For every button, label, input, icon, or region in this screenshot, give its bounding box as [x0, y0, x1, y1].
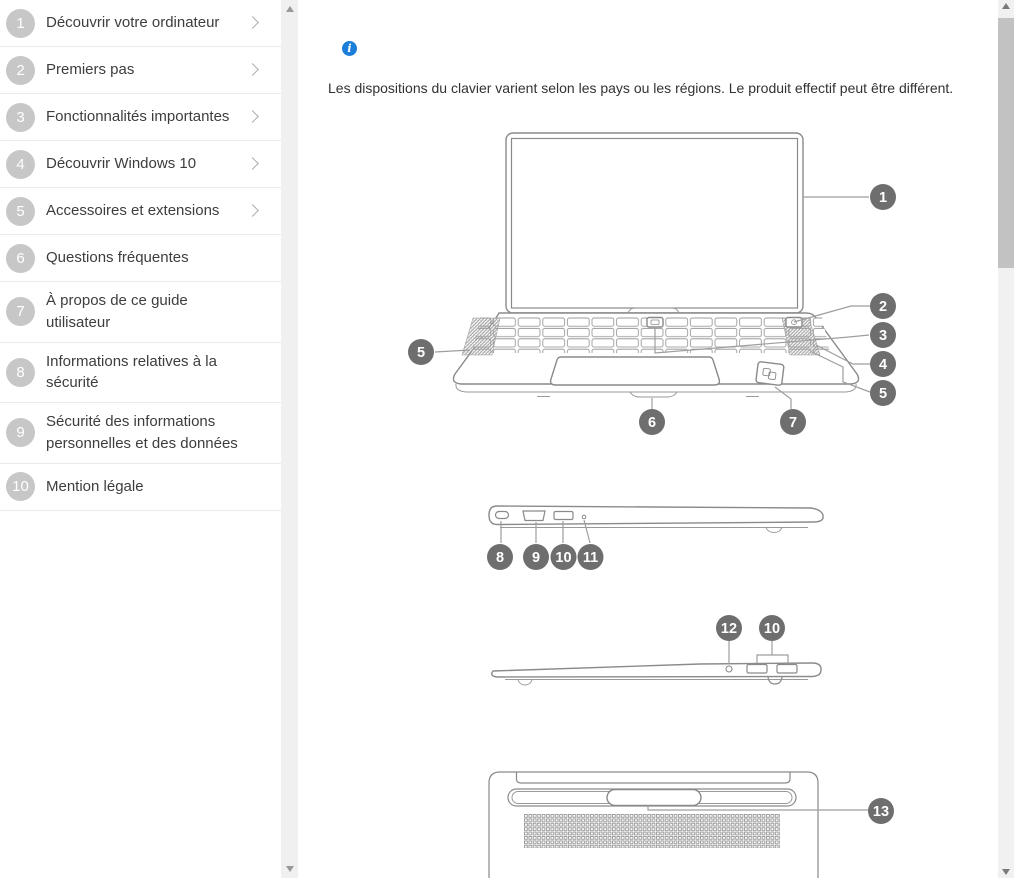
laptop-diagrams: [298, 100, 998, 878]
touchpad: [551, 357, 720, 385]
svg-text:5: 5: [878, 386, 888, 402]
sidebar-nav: [0, 0, 281, 878]
scroll-up-arrow-icon[interactable]: [286, 6, 294, 12]
camera-key: [647, 318, 663, 328]
sidebar-item-label: Découvrir votre ordinateur: [46, 14, 220, 32]
sidebar-item-label: Questions fréquentes: [46, 249, 189, 267]
chevron-right-icon: [246, 110, 259, 123]
sidebar-item-premiers-pas[interactable]: [0, 47, 281, 94]
front-foot: [518, 680, 532, 685]
callout-screen: [870, 184, 896, 210]
item-number-badge: 3: [6, 103, 35, 132]
item-number-badge: 6: [6, 244, 35, 273]
sidebar-item-decouvrir-windows-10[interactable]: [0, 141, 281, 188]
callout-indicator: [578, 544, 604, 570]
svg-text:4: 4: [878, 357, 888, 373]
scrollbar-thumb[interactable]: [998, 18, 1014, 268]
sidebar-item-label: À propos de ce guide utilisateur: [46, 292, 188, 331]
sidebar-item-decouvrir-votre-ordinateur[interactable]: [0, 0, 281, 47]
svg-text:12: 12: [720, 621, 738, 637]
callout-usb: [551, 544, 577, 570]
laptop-right-side-view: [492, 615, 821, 685]
note-text: Les dispositions du clavier varient selon les pays ou les régions. Le produit effectif peut être différent.: [328, 80, 954, 96]
item-number-badge: 7: [6, 297, 35, 326]
item-number-badge: 8: [6, 358, 35, 387]
info-icon: i: [342, 41, 357, 56]
callout-touchpad: [639, 409, 665, 435]
chevron-right-icon: [246, 16, 259, 29]
item-number-badge: 1: [6, 9, 35, 38]
hinge-cover: [517, 772, 791, 783]
item-number-badge: 5: [6, 197, 35, 226]
item-number-badge: 4: [6, 150, 35, 179]
chevron-right-icon: [246, 157, 259, 170]
sidebar-item-label: Informations relatives à la sécurité: [46, 352, 217, 392]
content-area: [298, 0, 998, 878]
sidebar-item-mention-legale[interactable]: [0, 464, 281, 511]
callout-keyboard: [870, 351, 896, 377]
svg-text:11: 11: [582, 550, 599, 566]
sidebar-item-label: Découvrir Windows 10: [46, 155, 197, 173]
laptop-bottom-view: [489, 772, 894, 878]
svg-text:7: 7: [788, 415, 798, 431]
speaker-mesh: [524, 814, 780, 848]
sidebar-item-securite-donnees[interactable]: [0, 403, 281, 464]
chevron-right-icon: [246, 204, 259, 217]
sidebar-item-accessoires-et-extensions[interactable]: [0, 188, 281, 235]
chevron-right-icon: [246, 63, 259, 76]
callout-camera-key: [870, 322, 896, 348]
hinge-foot-notch: [768, 677, 782, 684]
laptop-front-view: [408, 133, 896, 435]
open-notch: [630, 392, 677, 397]
scroll-up-arrow-icon[interactable]: [1002, 3, 1010, 9]
svg-text:6: 6: [647, 415, 657, 431]
svg-text:10: 10: [763, 621, 781, 637]
callout-power-button: [870, 293, 896, 319]
scroll-down-arrow-icon[interactable]: [1002, 869, 1010, 875]
sidebar-item-label: Accessoires et extensions: [46, 202, 220, 220]
sidebar-item-informations-securite[interactable]: [0, 343, 281, 404]
svg-text:10: 10: [555, 550, 572, 566]
vent-center-cap: [607, 790, 701, 806]
sidebar-item-label: Premiers pas: [46, 61, 135, 79]
sidebar-item-a-propos-guide[interactable]: [0, 282, 281, 343]
nfc-share-sensor: [756, 361, 784, 385]
power-button: [786, 318, 802, 328]
svg-text:8: 8: [495, 550, 505, 566]
sidebar-scrollbar[interactable]: [281, 0, 298, 878]
callout-usb-c: [487, 544, 513, 570]
callout-speaker-left: [408, 339, 434, 365]
item-number-badge: 9: [6, 418, 35, 447]
callout-speaker-right: [870, 380, 896, 406]
sidebar-item-label: Sécurité des informations personnelles et des données: [46, 413, 238, 452]
laptop-display: [506, 133, 803, 313]
sidebar-item-questions-frequentes[interactable]: [0, 235, 281, 282]
svg-text:2: 2: [878, 299, 888, 315]
main-scrollbar[interactable]: [998, 0, 1014, 878]
svg-text:3: 3: [878, 328, 888, 344]
svg-text:1: 1: [878, 190, 888, 206]
callout-usb-ports: [759, 615, 785, 641]
laptop-left-side-view: [487, 506, 823, 570]
svg-text:5: 5: [416, 345, 426, 361]
sidebar-item-label: Fonctionnalités importantes: [46, 108, 230, 126]
rear-foot: [766, 528, 782, 533]
callout-nfc-sensor: [780, 409, 806, 435]
callout-hdmi: [523, 544, 549, 570]
callout-headset-jack: [716, 615, 742, 641]
svg-text:9: 9: [531, 550, 541, 566]
scroll-down-arrow-icon[interactable]: [286, 866, 294, 872]
callout-air-vent: [868, 798, 894, 824]
item-number-badge: 10: [6, 472, 35, 501]
item-number-badge: 2: [6, 56, 35, 85]
sidebar-item-fonctionnalites-importantes[interactable]: [0, 94, 281, 141]
sidebar-item-label: Mention légale: [46, 477, 144, 495]
svg-text:13: 13: [872, 804, 890, 820]
left-side-body: [489, 506, 823, 525]
right-side-body: [492, 663, 821, 677]
